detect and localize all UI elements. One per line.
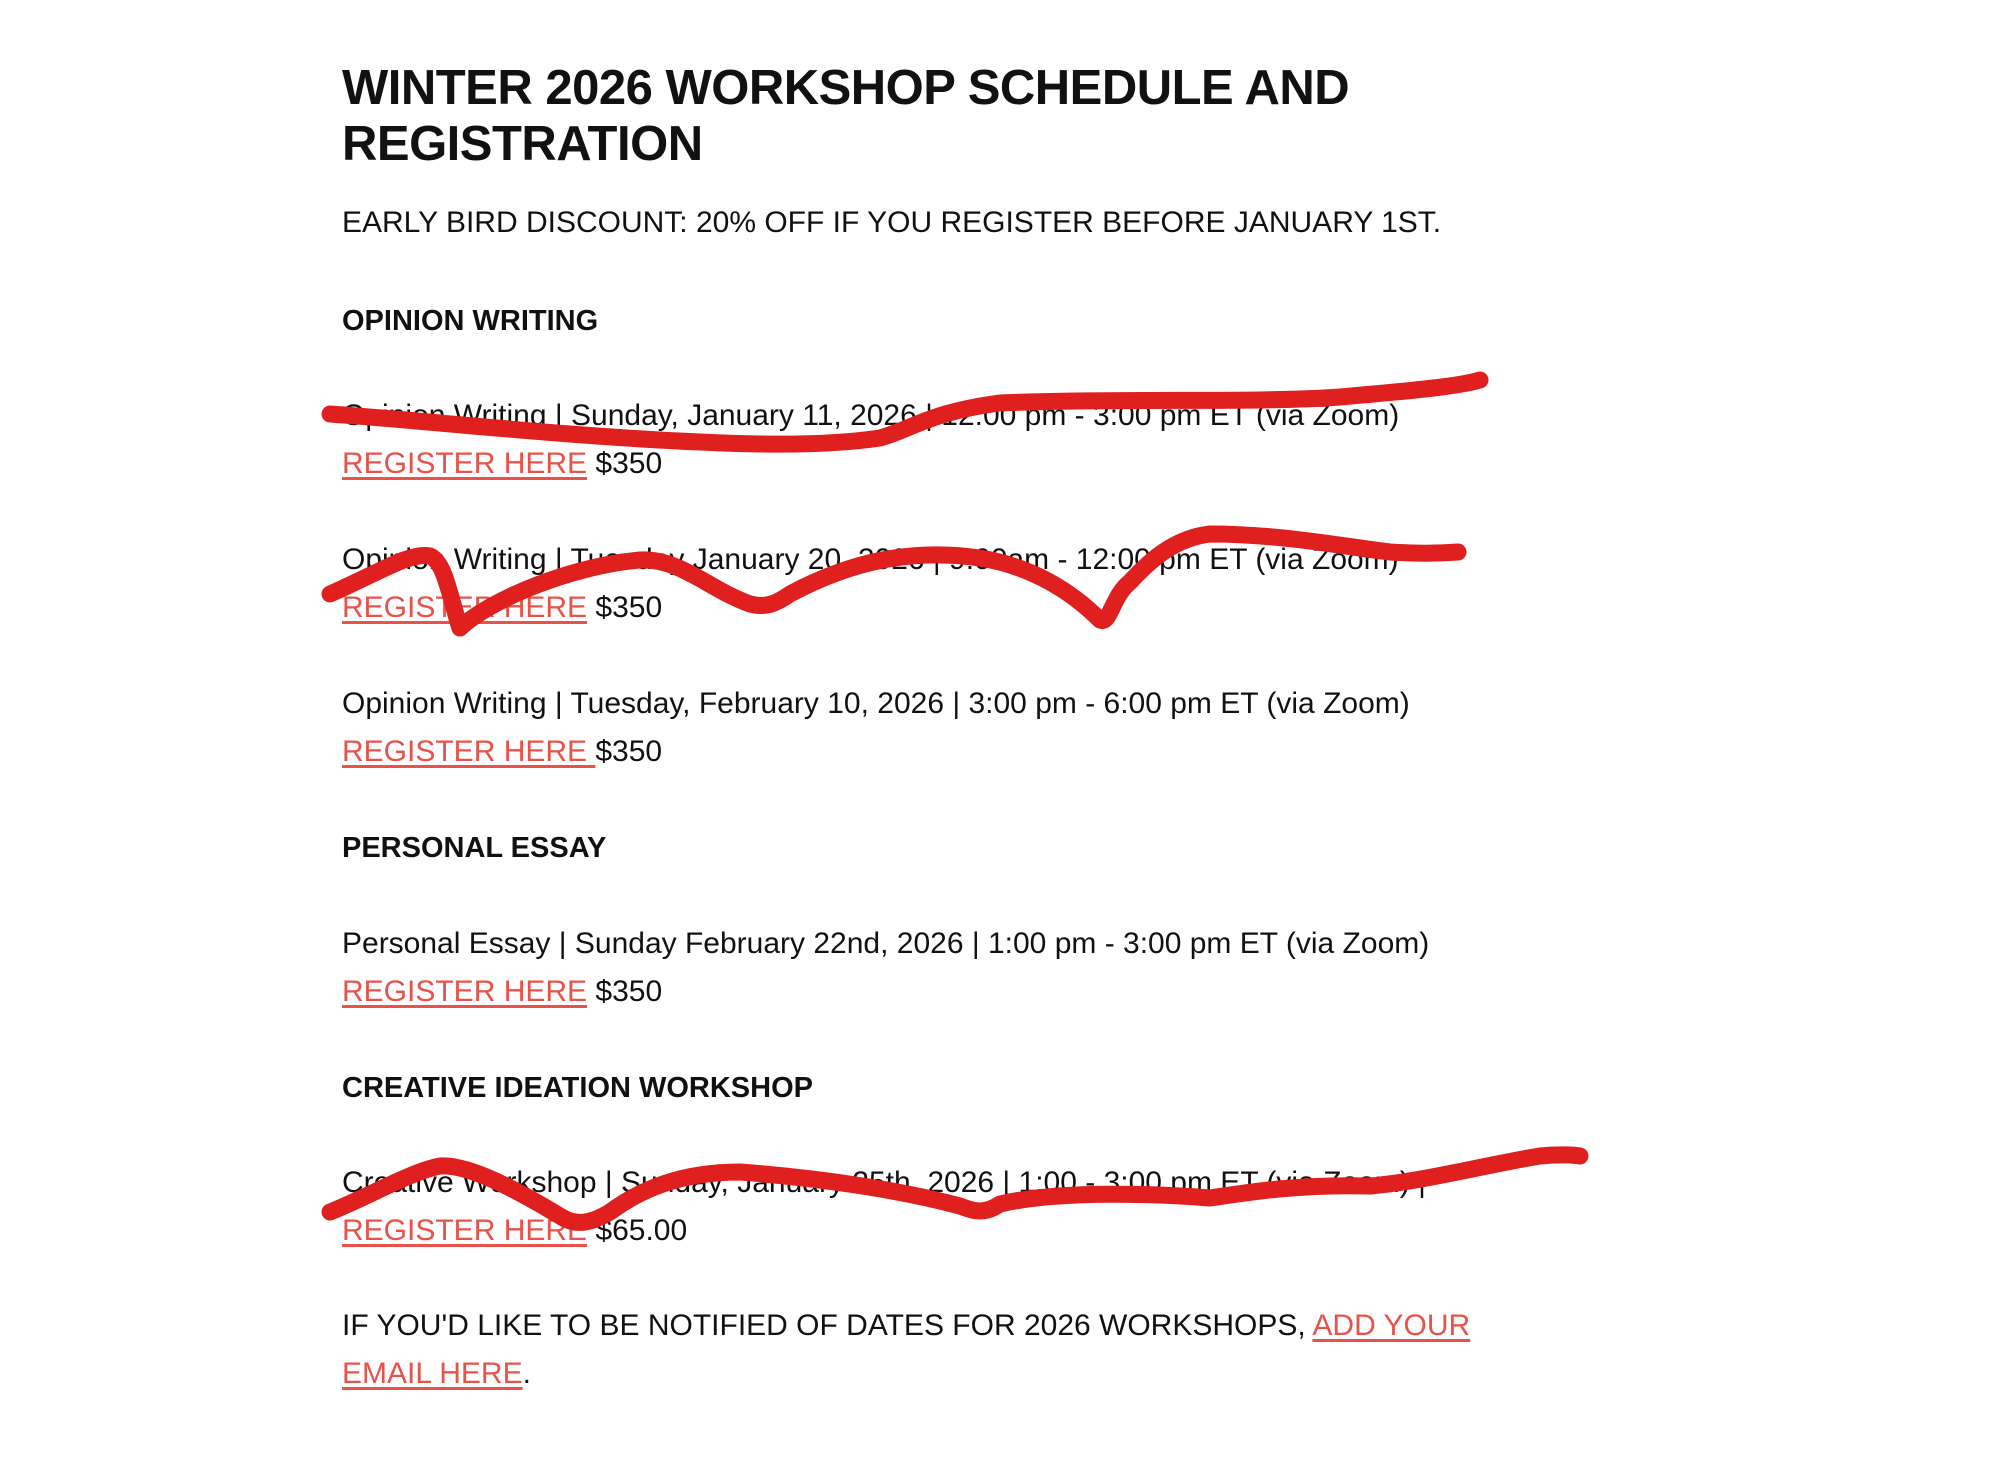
section-heading-personal-essay: PERSONAL ESSAY [342,832,607,864]
section-heading-creative-ideation: CREATIVE IDEATION WORKSHOP [342,1072,813,1104]
workshop-details: Personal Essay | Sunday February 22nd, 2026 | 1:00 pm - 3:00 pm ET (via Zoom) [342,927,1430,960]
register-link[interactable]: REGISTER HERE [342,447,588,480]
workshop-entry [342,392,1399,488]
workshop-price: $350 [595,975,663,1008]
early-bird-notice: EARLY BIRD DISCOUNT: 20% OFF IF YOU REGISTER BEFORE JANUARY 1ST. [342,206,1442,239]
workshop-details: Creative Workshop | Sunday, January 25th, 2026 | 1:00 - 3:00 pm ET (via Zoom) | [342,1166,1426,1199]
workshop-price: $65.00 [595,1214,688,1247]
workshop-details: Opinion Writing | Tuesday, February 10, 2026 | 3:00 pm - 6:00 pm ET (via Zoom) [342,687,1410,720]
register-link[interactable]: REGISTER HERE [342,735,596,768]
workshop-details: Opinion Writing | Sunday, January 11, 2026 | 12:00 pm - 3:00 pm ET (via Zoom) [342,399,1400,432]
workshop-entry [342,680,1410,776]
notification-text: IF YOU'D LIKE TO BE NOTIFIED OF DATES FOR 2026 WORKSHOPS, [342,1309,1313,1342]
register-link[interactable]: REGISTER HERE [342,1214,588,1247]
workshop-entry [342,536,1399,632]
workshop-price: $350 [595,735,663,768]
register-link[interactable]: REGISTER HERE [342,591,588,624]
register-link[interactable]: REGISTER HERE [342,975,588,1008]
add-email-link[interactable]: ADD YOUR EMAIL HERE [342,1309,1471,1390]
notification-note [342,1302,1492,1398]
workshop-price: $350 [595,591,663,624]
workshop-entry [342,920,1429,1016]
section-heading-opinion-writing: OPINION WRITING [342,305,599,337]
workshop-price: $350 [595,447,663,480]
page-title: WINTER 2026 WORKSHOP SCHEDULE AND REGISTRATION [342,61,1350,171]
workshop-entry [342,1159,1426,1255]
notification-end: . [522,1357,531,1390]
workshop-details: Opinion Writing | Tuesday January 20, 2026 | 9:00am - 12:00 pm ET (via Zoom) [342,543,1399,576]
